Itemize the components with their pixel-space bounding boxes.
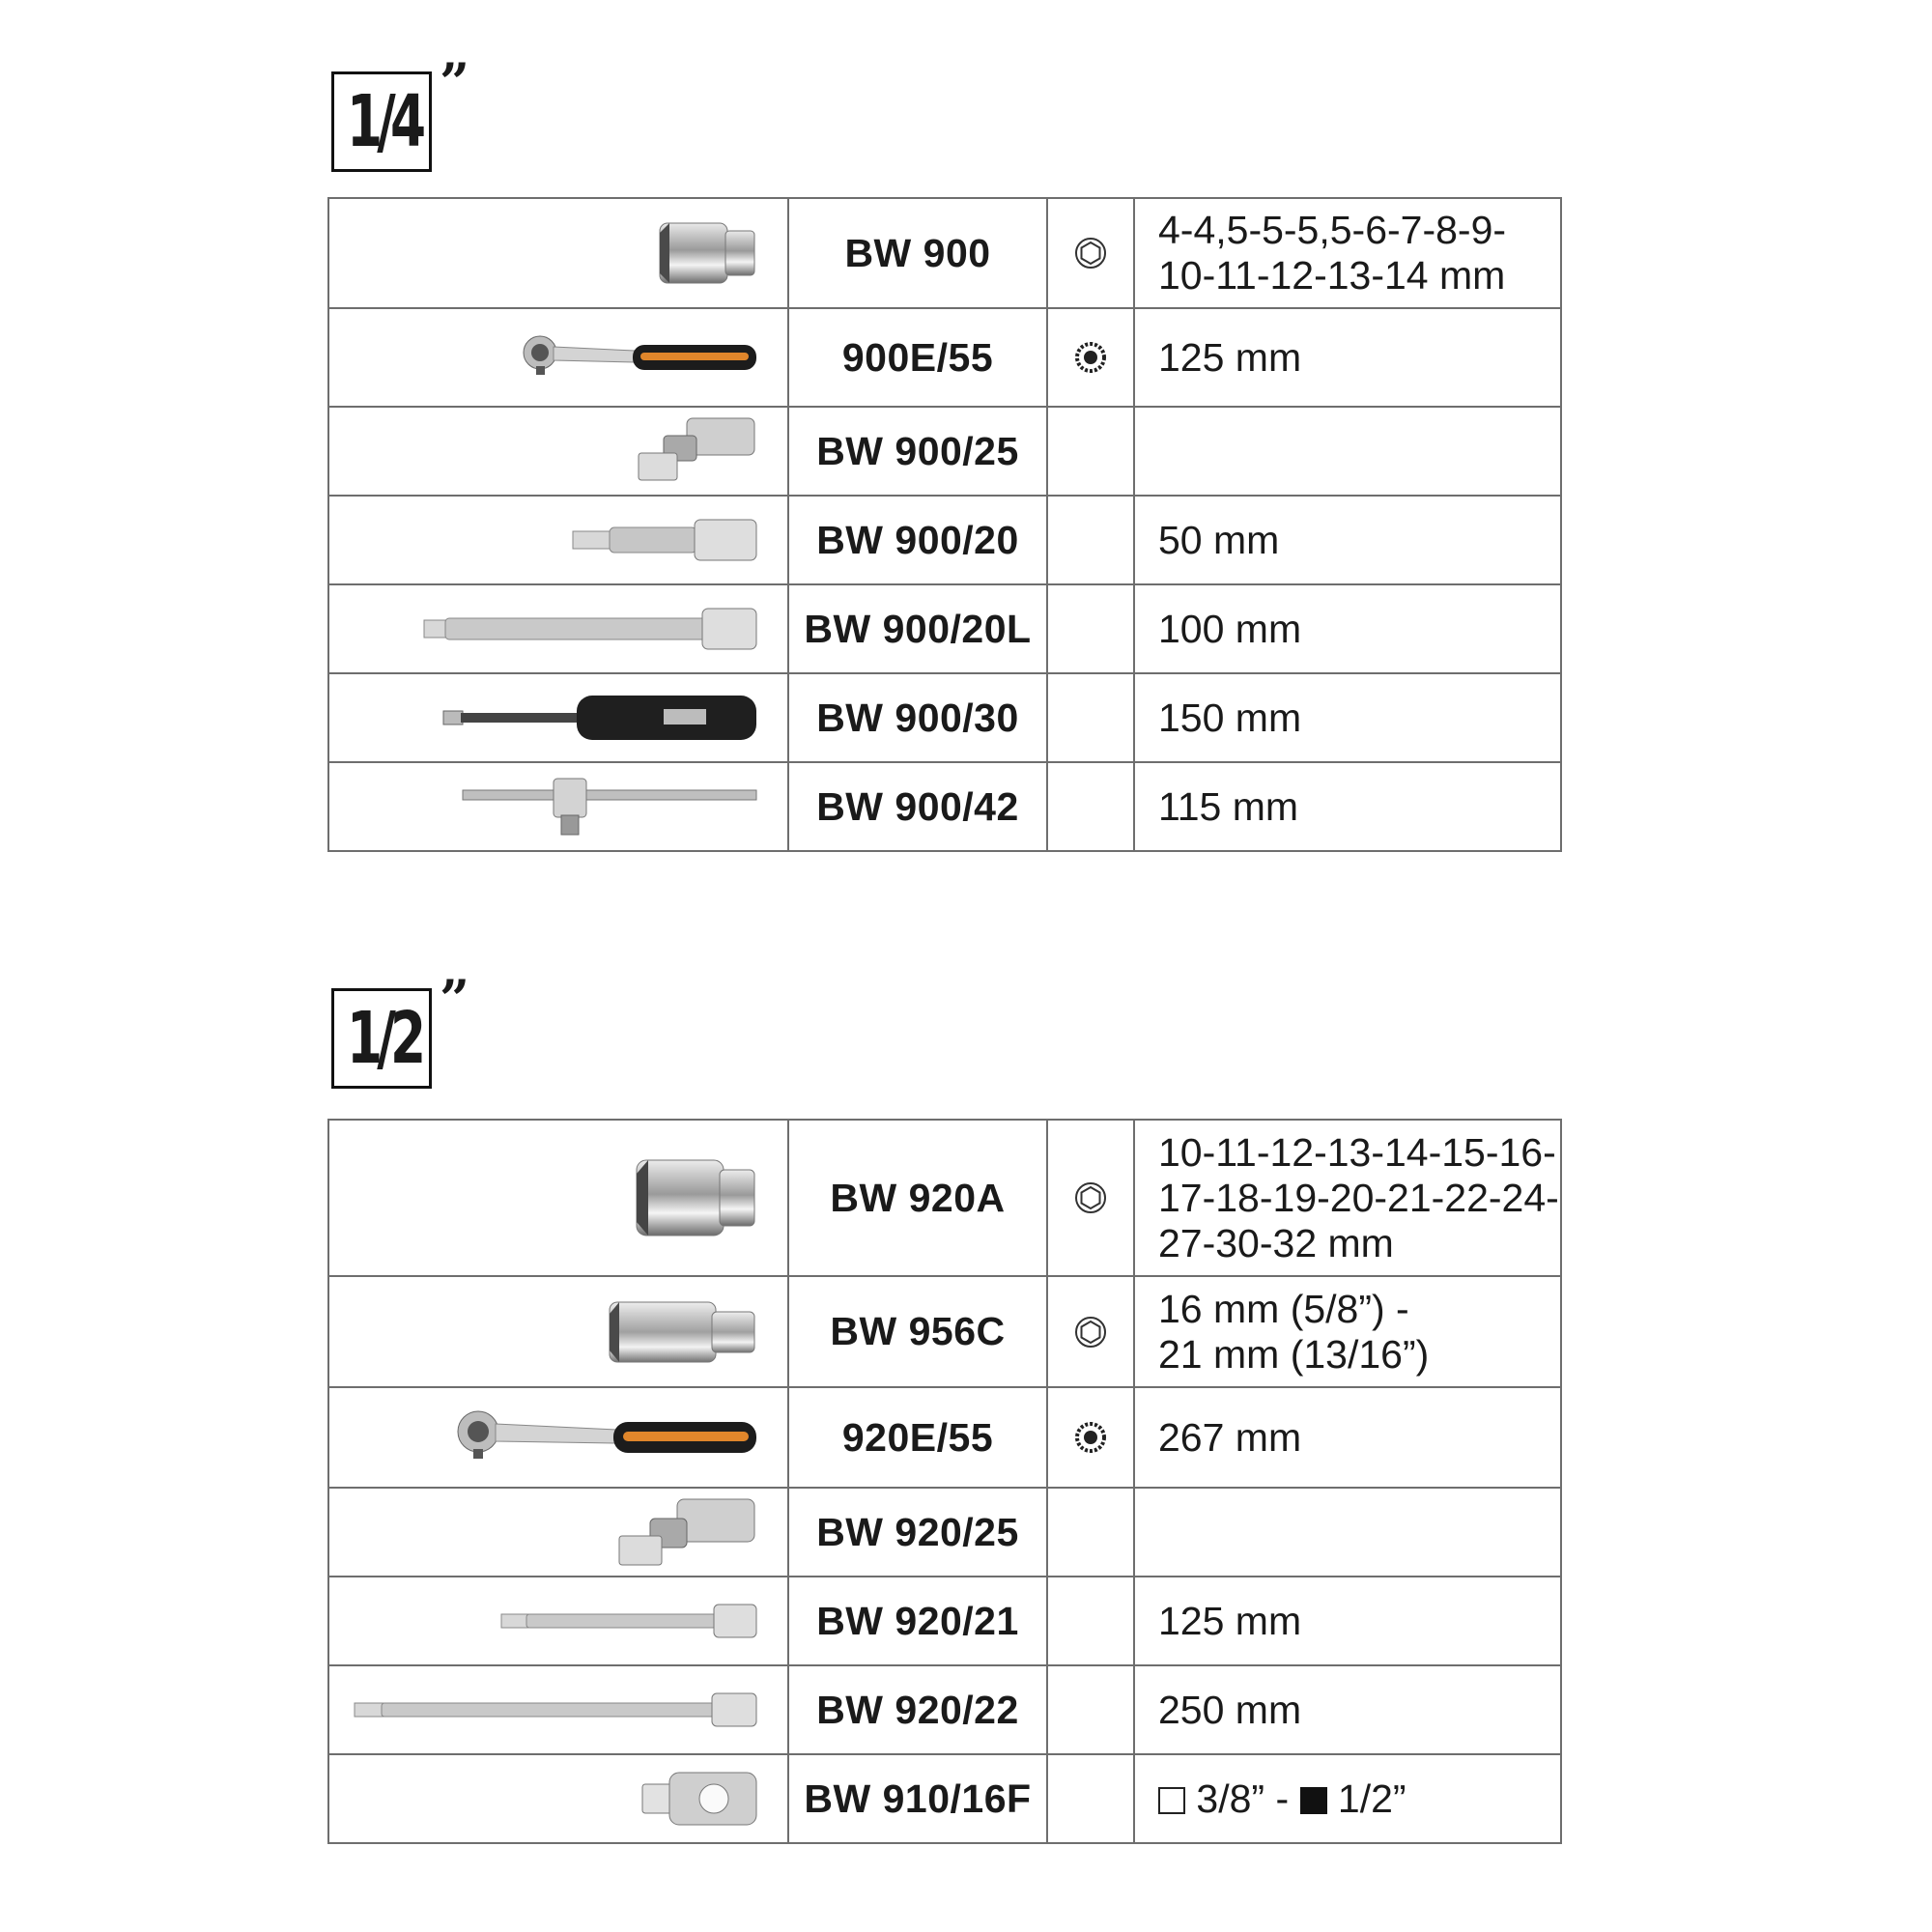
symbol-cell [1047,1665,1134,1754]
hex-socket-icon [1074,1316,1107,1349]
hex-socket-icon [1074,237,1107,270]
tool-image-cell [328,1120,788,1276]
product-code: BW 956C [788,1276,1047,1387]
table-row [328,673,1561,762]
size-line: 100 mm [1158,606,1302,651]
spark-plug-socket-icon [606,1298,760,1366]
product-code: 900E/55 [788,308,1047,407]
size-cell [1134,1120,1561,1276]
symbol-cell [1047,198,1134,308]
ratchet-teeth-icon [1074,1421,1107,1454]
size-line: 16 mm (5/8”) - [1158,1286,1409,1331]
tool-image-cell [328,1754,788,1843]
table-row [328,308,1561,407]
size-line: 10-11-12-13-14 mm [1158,253,1506,298]
symbol-cell [1047,496,1134,584]
extension-bar-icon [499,1601,760,1641]
size-line: 3/8” - [1196,1776,1300,1821]
tool-image-cell [328,496,788,584]
size-line: 21 mm (13/16”) [1158,1331,1430,1377]
table-row [328,1665,1561,1754]
size-cell [1134,584,1561,673]
product-code: BW 900/20 [788,496,1047,584]
size-cell [1134,1577,1561,1665]
product-code: 920E/55 [788,1387,1047,1488]
symbol-cell [1047,762,1134,851]
extension-bar-icon [353,1690,760,1730]
symbol-cell [1047,1120,1134,1276]
table-row [328,198,1561,308]
tool-image-cell [328,198,788,308]
size-cell [1134,673,1561,762]
tool-image-cell [328,584,788,673]
ratchet-icon [453,1408,760,1466]
ratchet-teeth-icon [1074,341,1107,374]
product-code: BW 920A [788,1120,1047,1276]
size-line: 27-30-32 mm [1158,1220,1394,1265]
size-cell [1134,1488,1561,1577]
socket-icon [631,1154,760,1241]
table-row [328,584,1561,673]
tool-image-cell [328,1276,788,1387]
symbol-cell [1047,1577,1134,1665]
product-code: BW 910/16F [788,1754,1047,1843]
symbol-cell [1047,308,1134,407]
hex-socket-icon [1074,1181,1107,1214]
universal-joint-icon [635,414,760,488]
inch-mark: ” [440,968,470,1030]
size-line: 267 mm [1158,1414,1302,1460]
drive-size-fraction: 1/4 [347,80,421,163]
symbol-cell [1047,1276,1134,1387]
size-line: 17-18-19-20-21-22-24- [1158,1175,1559,1220]
socket-icon [654,217,760,289]
size-line: 150 mm [1158,695,1302,740]
size-cell [1134,762,1561,851]
product-code: BW 900 [788,198,1047,308]
size-line: 125 mm [1158,334,1302,380]
symbol-cell [1047,1387,1134,1488]
symbol-cell [1047,1488,1134,1577]
product-code: BW 900/30 [788,673,1047,762]
square-drive-open-icon [1158,1787,1185,1814]
adapter-icon [640,1769,760,1829]
table-row [328,407,1561,496]
universal-joint-icon [615,1495,760,1569]
table-row [328,496,1561,584]
table-row [328,1387,1561,1488]
drive-size-fraction: 1/2 [347,997,421,1080]
size-line: 115 mm [1158,783,1299,829]
spec-table-quarter-inch [327,197,1562,852]
size-cell [1134,1754,1561,1843]
spec-table-half-inch [327,1119,1562,1844]
tool-image-cell [328,1488,788,1577]
size-line: 4-4,5-5-5,5-6-7-8-9- [1158,208,1507,252]
symbol-cell [1047,673,1134,762]
size-cell [1134,496,1561,584]
tool-image-cell [328,673,788,762]
table-row [328,1488,1561,1577]
tool-image-cell [328,407,788,496]
product-code: BW 920/22 [788,1665,1047,1754]
screwdriver-handle-icon [441,692,760,744]
symbol-cell [1047,584,1134,673]
size-cell [1134,308,1561,407]
size-cell [1134,1276,1561,1387]
tool-image-cell [328,308,788,407]
extension-bar-icon [422,605,760,653]
symbol-cell [1047,407,1134,496]
table-row [328,762,1561,851]
size-cell [1134,1665,1561,1754]
product-code: BW 900/20L [788,584,1047,673]
size-cell [1134,1387,1561,1488]
product-code: BW 920/25 [788,1488,1047,1577]
t-handle-icon [461,773,760,840]
table-row [328,1754,1561,1843]
inch-mark: ” [440,51,470,113]
table-row [328,1276,1561,1387]
product-code: BW 920/21 [788,1577,1047,1665]
size-cell [1134,407,1561,496]
tool-image-cell [328,762,788,851]
size-line: 125 mm [1158,1598,1302,1643]
tool-image-cell [328,1387,788,1488]
product-code: BW 900/42 [788,762,1047,851]
table-row [328,1577,1561,1665]
size-line: 1/2” [1337,1776,1406,1821]
size-cell [1134,198,1561,308]
extension-bar-icon [571,516,760,564]
ratchet-icon [519,333,760,382]
size-line: 50 mm [1158,517,1280,562]
product-code: BW 900/25 [788,407,1047,496]
tool-image-cell [328,1665,788,1754]
square-drive-filled-icon [1300,1787,1327,1814]
symbol-cell [1047,1754,1134,1843]
tool-image-cell [328,1577,788,1665]
size-line: 10-11-12-13-14-15-16- [1158,1129,1556,1175]
table-row [328,1120,1561,1276]
size-line: 250 mm [1158,1687,1302,1732]
